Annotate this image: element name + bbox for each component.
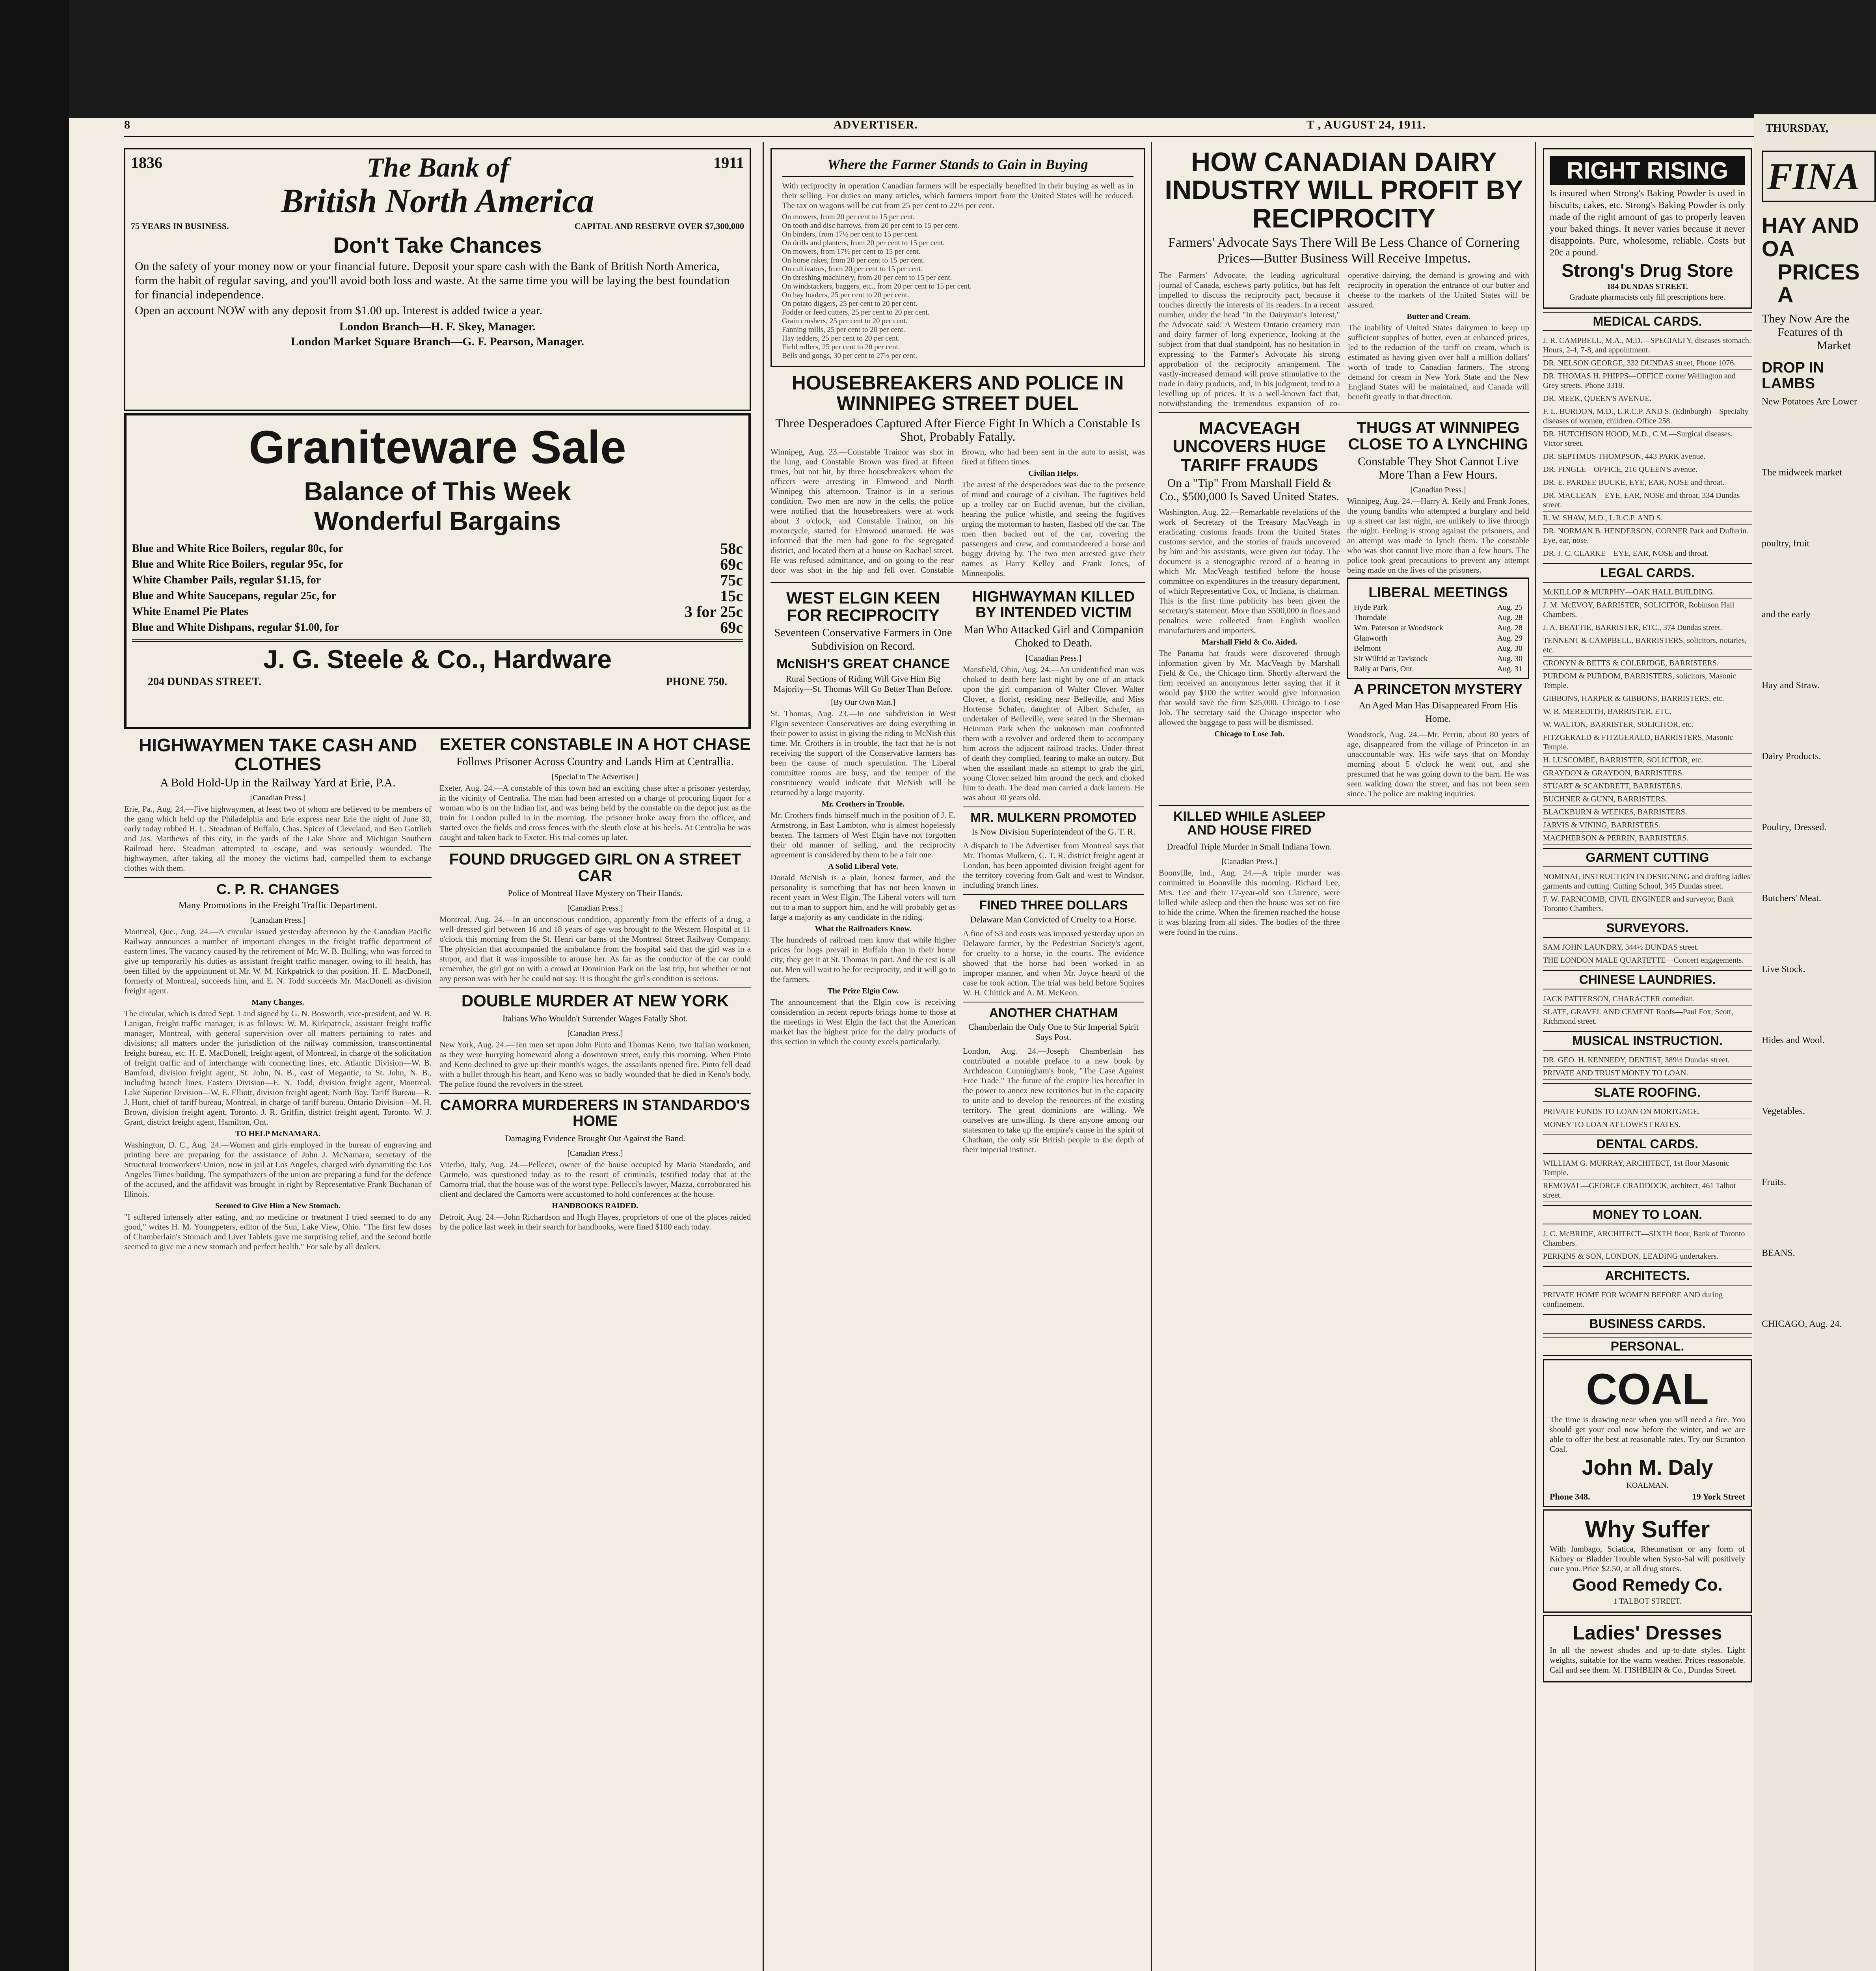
butter-cream-subhead: Butter and Cream. [1407, 312, 1470, 321]
stomach-body: "I suffered intensely after eating, and no medicine or treatment I tried seemed to do any good," writes H. M. Youngpeters, editor of the Sun, Lake View, Ohio. "The first few doses of Chamberlain's Stomach and Liver Tablets gave me surprising relief, and the second bottle seemed to give me a new stomach and perfect health." For sale by all dealers. [124, 1212, 432, 1252]
ladies-dresses-body: In all the newest shades and up-to-date styles. Light weights, suitable for the warm weather. Prices reasonable. Call and see them. M. FISHBEIN & Co., Dundas Street. [1550, 1645, 1745, 1675]
legal-card: GRAYDON & GRAYDON, BARRISTERS. [1543, 767, 1752, 780]
medical-cards-list [1543, 334, 1752, 560]
west-elgin-story [770, 587, 956, 1157]
exeter-body: Exeter, Aug. 24.—A constable of this town had an exciting chase after a prisoner yesterday, in the vicinity of Centralia. The man had been arrested on a charge of procuring liquor for a woman who is on the Indian list, and was being held by the constable on the depot just as the train for London pulled in in the morning. The prisoner broke away from the officer, and started over the fields and cross fences with the sleuth close at his heels. At Centralia he was caught and taken back to Exeter. His trial comes up later. [439, 783, 751, 842]
stomach-headline: Seemed to Give Him a New Stomach. [215, 1202, 341, 1211]
strongs-address: 184 DUNDAS STREET. [1607, 282, 1688, 291]
killed-asleep-body: Boonville, Ind., Aug. 24.—A triple murder was committed in Boonville this morning. Richard Lee, Mrs. Lee and their 17-year-old son Clarence, were killed while asleep and then the house was set on fire to hide the crime. When the firemen reached the house it was blazing from all sides. The bodies of the three were found in the ruins. [1159, 868, 1340, 937]
thugs-source: [Canadian Press.] [1410, 486, 1466, 495]
graniteware-sub1: Balance of This Week [304, 476, 571, 506]
farmer-tariff-item: On cultivators, from 20 per cent to 15 per cent. [782, 265, 923, 273]
liberal-meetings-list [1354, 602, 1522, 674]
fined-subhead: Delaware Man Convicted of Cruelty to a Horse. [970, 914, 1137, 924]
directory-section-heading: GARMENT CUTTING [1543, 848, 1752, 867]
liberal-meeting-date: Aug. 30 [1497, 644, 1522, 653]
housebreakers-headline: HOUSEBREAKERS AND POLICE IN WINNIPEG STREET DUEL [791, 371, 1124, 415]
graniteware-item-price: 69c [720, 618, 743, 637]
liberal-meeting-date: Aug. 25 [1497, 603, 1522, 612]
camorra-headline: CAMORRA MURDERERS IN STANDARDO'S HOME [440, 1097, 750, 1130]
macveagh-story [1159, 417, 1340, 801]
liberal-meeting-row [1354, 623, 1522, 633]
graniteware-item-name: White Enamel Pie Plates [132, 605, 248, 618]
column-rule [1535, 142, 1536, 1971]
farmer-tariff-item: Field rollers, 25 per cent to 20 per cent. [782, 343, 900, 351]
graniteware-item-name: Blue and White Rice Boilers, regular 95c, for [132, 558, 343, 571]
classified-card: SLATE, GRAVEL AND CEMENT Roofs—Paul Fox, Scott, Richmond street. [1543, 1006, 1752, 1028]
highwayman-killed-subhead: Man Who Attacked Girl and Companion Choked to Death. [964, 623, 1143, 649]
coal-ad [1543, 1359, 1752, 1507]
highwayman-killed-story [963, 587, 1144, 1157]
bank-capital: CAPITAL AND RESERVE OVER $7,300,000 [574, 221, 744, 231]
highwayman-killed-headline: HIGHWAYMAN KILLED BY INTENDED VICTIM [972, 588, 1135, 621]
chatham-subhead: Chamberlain the Only One to Stir Imperial Spirit Says Post. [968, 1022, 1139, 1042]
bank-headline: Don't Take Chances [333, 233, 542, 257]
liberal-meeting-place: Thorndale [1354, 613, 1387, 622]
ladies-dresses-headline: Ladies' Dresses [1573, 1621, 1722, 1644]
classified-card: MONEY TO LOAN AT LOWEST RATES. [1543, 1118, 1752, 1131]
farmer-tariff-item: Fodder or feed cutters, 25 per cent to 20 per cent. [782, 308, 930, 317]
cpr-source: [Canadian Press.] [250, 916, 306, 925]
medical-card: J. R. CAMPBELL, M.A., M.D.—SPECIALTY, diseases stomach. Hours, 2-4, 7-8, and appointment. [1543, 334, 1752, 357]
classified-card: PERKINS & SON, LONDON, LEADING undertakers. [1543, 1250, 1752, 1263]
fined-headline: FINED THREE DOLLARS [979, 898, 1128, 913]
farmer-tariff-item: On potato diggers, 25 per cent to 20 per cent. [782, 299, 918, 308]
right-directory-column [1543, 146, 1752, 1971]
liberal-meeting-row [1354, 613, 1522, 623]
edge-market-line: Butchers' Meat. [1762, 893, 1821, 904]
graniteware-address: 204 DUNDAS STREET. [148, 675, 262, 688]
classified-cards-list [1543, 848, 1752, 1356]
good-remedy-co: Good Remedy Co. [1572, 1575, 1723, 1595]
graniteware-item-price: 69c [720, 555, 743, 574]
bank-branch-1: London Branch—H. F. Skey, Manager. [339, 320, 536, 333]
liberal-meeting-row [1354, 654, 1522, 664]
mulkern-body: A dispatch to The Advertiser from Montreal says that Mr. Thomas Mulkern, C. T. R. district freight agent at London, has been appointed division freight agent for the territory covering from Galt and west to Windsor, including branch lines. [963, 841, 1144, 890]
classified-card: JACK PATTERSON, CHARACTER comedian. [1543, 993, 1752, 1006]
liberal-meeting-date: Aug. 28 [1497, 623, 1522, 632]
double-murder-subhead: Italians Who Wouldn't Surrender Wages Fatally Shot. [502, 1013, 688, 1024]
farmer-box [770, 148, 1145, 367]
medical-card: DR. MACLEAN—EYE, EAR, NOSE and throat, 334 Dundas street. [1543, 489, 1752, 512]
coal-role: KOALMAN. [1626, 1481, 1669, 1490]
coal-address: 19 York Street [1692, 1492, 1745, 1502]
graniteware-item-price: 75c [720, 571, 743, 589]
news-subcolumn-b [439, 733, 751, 1254]
west-elgin-body: St. Thomas, Aug. 23.—In one subdivision in West Elgin seventeen Conservatives are doing everything in their power to assist in giving the riding to McNish this time. Mr. Crothers is in trouble, the fact that he is not receiving the support of the Conservative farmers has been the cause of much speculation. The Liberal committee rooms are busy, and the temper of the constituency would indicate that McNish will be returned by a large majority. [770, 708, 956, 797]
edge-market-line: Dairy Products. [1762, 751, 1821, 762]
legal-card: H. LUSCOMBE, BARRISTER, SOLICITOR, etc. [1543, 754, 1752, 767]
exeter-subhead: Follows Prisoner Across Country and Lands Him at Centrallia. [456, 756, 734, 768]
medical-card: DR. SEPTIMUS THOMPSON, 443 PARK avenue. [1543, 450, 1752, 463]
chicago-subhead: Chicago to Lose Job. [1214, 729, 1284, 738]
macveagh-headline: MACVEAGH UNCOVERS HUGE TARIFF FRAUDS [1172, 419, 1326, 475]
graniteware-item-price: 3 for 25c [684, 603, 743, 621]
issue-date: T , AUGUST 24, 1911. [1306, 118, 1426, 131]
railroaders-subhead: What the Railroaders Know. [815, 924, 912, 933]
classified-card: J. C. McBRIDE, ARCHITECT—SIXTH floor, Bank of Toronto Chambers. [1543, 1228, 1752, 1250]
farmer-intro: With reciprocity in operation Canadian farmers will be especially benefited in their buying as well as in their selling. For duties on many articles, which farmers import from the United States will be reduced. The tax on wagons will be cut from 25 per cent to 22½ per cent. [782, 181, 1133, 210]
cpr-many-changes: Many Changes. [251, 998, 304, 1007]
directory-section-heading: SURVEYORS. [1543, 918, 1752, 938]
farmer-headline: Where the Farmer Stands to Gain in Buying [827, 156, 1088, 172]
top-rule [124, 136, 1795, 137]
graniteware-sub2: Wonderful Bargains [314, 506, 561, 536]
exeter-source: [Special to The Advertiser.] [551, 773, 639, 782]
why-suffer-headline: Why Suffer [1585, 1516, 1710, 1543]
west-elgin-body-2: Mr. Crothers finds himself much in the position of J. E. Armstrong, in East Lambton, who is almost hopelessly beaten. The farmers of West Elgin have not forgotten their old manner of selling, and the reciprocity agreement is considered by them to be a fair one. [770, 810, 956, 859]
legal-card: J. A. BEATTIE, BARRISTER, ETC., 374 Dundas street. [1543, 621, 1752, 634]
directory-section-heading: ARCHITECTS. [1543, 1266, 1752, 1285]
camorra-body: Viterbo, Italy, Aug. 24.—Pellecci, owner of the house occupied by Maria Standardo, and Carmelo, was questioned today as to the resort of criminals, testified today that at the Camorra trial, that the house was of the worst type. Pellecci's lawyer, Mazza, corroborated his client and declared the Camorra were accustomed to hold conferences at the house. [439, 1159, 751, 1199]
liberal-meeting-place: Wm. Paterson at Woodstock [1354, 623, 1443, 632]
dairy-body-2: The inability of United States dairymen to keep up sufficient supplies of butter, even at enhanced prices, led to the reduction of the tariff on cream, which is estimated as having given over half a million dollars' worth of trade to Canadian farmers. The strong demand for cream in New York State and the New England States will be maintained, and Canada will benefit greatly in that direction. [1348, 323, 1529, 402]
classified-card: PRIVATE FUNDS TO LOAN ON MORTGAGE. [1543, 1105, 1752, 1118]
edge-market-line: BEANS. [1762, 1248, 1795, 1258]
directory-section-heading: BUSINESS CARDS. [1543, 1314, 1752, 1334]
edge-market-line: The midweek market [1762, 467, 1842, 478]
legal-card: JARVIS & VINING, BARRISTERS. [1543, 819, 1752, 832]
chatham-body: London, Aug. 24.—Joseph Chamberlain has contributed a notable preface to a new book by Archdeacon Cunningham's book, "The Case Against Free Trade." The future of the empire lies hereafter in the power to annex new territories but in the capacity to unite and to develop the resources of the existing territory. The great dominions are willing. We ourselves are unwilling. Is there anyone among our statesmen to take up the empire's cause in the spirit of Chatham, the only stir British people to the depth of their imperial instinct. [963, 1046, 1144, 1155]
liberal-meeting-row [1354, 643, 1522, 654]
civilian-helps: Civilian Helps. [1028, 469, 1078, 478]
fined-body: A fine of $3 and costs was imposed yesterday upon an Delaware farmer, by the Pedestrian Society's agent, for cruelty to a horse, in the courts. The evidence showed that the horse had been worked in an improper manner, and when Mr. Joyce heard of the case he took action. The trial was held before Squires W. H. Chittick and A. M. McKeon. [963, 928, 1144, 997]
column-rule [763, 142, 764, 1971]
farmer-tariff-item: On threshing machinery, from 20 per cent to 15 per cent. [782, 273, 952, 282]
paper-name: ADVERTISER. [834, 118, 918, 131]
highwaymen-subhead: A Bold Hold-Up in the Railway Yard at Erie, P.A. [160, 776, 396, 789]
edge-market-line: Hay and Straw. [1762, 680, 1820, 691]
medical-card: DR. NORMAN B. HENDERSON, CORNER Park and Dufferin. Eye, ear, nose. [1543, 525, 1752, 547]
graniteware-advertisement [124, 413, 751, 729]
bank-body-2: Open an account NOW with any deposit from $1.00 up. Interest is added twice a year. [135, 304, 543, 317]
killed-asleep-story [1159, 810, 1340, 937]
classified-card: THE LONDON MALE QUARTETTE—Concert engagements. [1543, 954, 1752, 967]
highwaymen-headline: HIGHWAYMEN TAKE CASH AND CLOTHES [138, 735, 417, 775]
housebreakers-body: Winnipeg, Aug. 23.—Constable Trainor was shot in the lung, and Constable Brown was fired at fifteen times, but not hit, by three housebreakers whom the officers were arresting in Elmwood and North Winnipeg this afternoon. Trainor is in a serious condition. Two men are now in the cells, the police were notified that the housebreakers were at work about 3 o'clock, and Constable Trainor, on his motorcycle, started for Elmwood unarmed. He was informed that the men had gone to the segregated district, and located them at a house on Rachael street. He was refused admittance, and on going to the rear door was shot in the hip and fell over. Constable Brown, who had been sent in the auto to assist, was fired at fifteen times. [770, 447, 1145, 575]
bank-name-line2: British North America [281, 182, 594, 220]
farmer-tariff-item: Fanning mills, 25 per cent to 20 per cent. [782, 325, 905, 334]
liberal-meeting-date: Aug. 28 [1497, 613, 1522, 622]
edge-market-list [1762, 396, 1876, 1330]
dairy-body: The Farmers' Advocate, the leading agricultural journal of Canada, eschews party politics, but has felt impelled to discuss the reciprocity pact, because it touches directly the interests of its readers. In a recent number, under the head "In the Dairyman's Interest," the Advocate said: A Western Ontario creamery man and dairy farmer of long experience, looking at the subject from that dual standpoint, has no hesitation in expressing to the Farmer's Advocate his strong approbation of the reciprocity arrangement. The vastly-increased demand will prove stimulative to the trade in dairy products, and, in his judgment, tend to a levelling up of prices. It is a well-known fact that, notwithstanding the tremendous expansion of co-operative dairying, the demand is growing and with reciprocity in operation the entrance of our butter and cheese to the markets of the United States will be assured. [1159, 270, 1529, 408]
highwaymen-source: [Canadian Press.] [250, 793, 306, 802]
camorra-subhead: Damaging Evidence Brought Out Against the Band. [505, 1133, 685, 1143]
highwaymen-body: Erie, Pa., Aug. 24.—Five highwaymen, at least two of whom are believed to be members of the gang which held up the Philadelphia and Erie express near Erie the night of June 30, early today robbed H. L. Steadman of Buffalo, Chas. Spicer of Cleveland, and Ben Gottlieb and Jas. Matthews of this city, in the yards of the Lake Shore and Michigan Southern Railroad here. Steadman attempted to escape, and was seriously wounded. The highwaymen, after taking all the money the victims had, compelled them to exchange clothes with them. [124, 804, 432, 873]
liberal-meetings-box [1347, 578, 1529, 679]
graniteware-item [132, 541, 743, 557]
directory-section-heading: SLATE ROOFING. [1543, 1083, 1752, 1102]
liberal-meeting-place: Rally at Paris, Ont. [1354, 664, 1414, 673]
graniteware-phone: PHONE 750. [666, 675, 727, 688]
medical-card: DR. E. PARDEE BUCKE, EYE, EAR, NOSE and throat. [1543, 476, 1752, 489]
center-left-column [770, 146, 1145, 1971]
cpr-body-2: The circular, which is dated Sept. 1 and signed by G. N. Bosworth, vice-president, and W. B. Lanigan, freight traffic manager, is as follows: W. M. Kirkpatrick, assistant freight traffic manager, Montreal, with general supervision over all matters pertaining to rates and divisions; all matters under the jurisdiction of the railway commission, transcontinental freight bureau, etc. H. E. MacDonell, freight agent, of Montreal, in charge of the solicitation of freight traffic and of interchange with connecting lines, etc. Atlantic Division—W. B. Bamford, division freight agent, St. John, N. B., east of Megantic, to St. John, N. B., including branch lines. Eastern Division—E. N. Todd, division freight agent, Montreal. Lake Superior Division—W. E. Elliott, division freight agent, North Bay. Tariff Bureau—R. J. Hunt, chief of tariff bureau, Montreal, in charge of tariff bureau. Ontario Division—M. H. Brown, division freight agent, Toronto. J. R. Griffin, district freight agent, Toronto. W. J. Grant, district freight agent, Hamilton, Ont. [124, 1009, 432, 1127]
liberal-meeting-row [1354, 602, 1522, 613]
graniteware-price-list [132, 541, 743, 635]
legal-card: STUART & SCANDRETT, BARRISTERS. [1543, 780, 1752, 793]
why-suffer-ad [1543, 1509, 1752, 1612]
classified-card: DR. GEO. H. KENNEDY, DENTIST, 389½ Dundas street. [1543, 1054, 1752, 1067]
directory-section-heading: DENTAL CARDS. [1543, 1135, 1752, 1154]
drugged-body: Montreal, Aug. 24.—In an unconscious condition, apparently from the effects of a drug, a well-dressed girl between 16 and 18 years of age was brought to the Western Hospital at 11 o'clock this morning from the St. Henri car barns of the Montreal Street Railway Company. The physician that accompanied the ambulance from the hospital said that the girl was in a stupor, and that it was impossible to arouse her. As far as the conductor of the car could remember, the girl got on with a crowd at Dominion Park on the last trip, but whether or not any person was with her he could not say. It is thought the girl's condition is serious. [439, 915, 751, 984]
farmer-tariff-item: On windstackers, baggers, etc., from 20 per cent to 15 per cent. [782, 282, 972, 291]
thugs-headline: THUGS AT WINNIPEG CLOSE TO A LYNCHING [1348, 419, 1528, 453]
bank-tagline: 75 YEARS IN BUSINESS. [131, 221, 229, 231]
adjacent-page-edge [1754, 114, 1876, 1971]
west-elgin-subhead: Seventeen Conservative Farmers in One Subdivision on Record. [774, 626, 952, 652]
liberal-meeting-place: Glanworth [1354, 633, 1388, 643]
farmer-tariff-item: On mowers, from 17½ per cent to 15 per cent. [782, 247, 921, 256]
edge-market-line: Poultry, Dressed. [1762, 822, 1827, 833]
edge-sub-2: Features of th [1777, 326, 1842, 339]
graniteware-item-name: Blue and White Saucepans, regular 25c, for [132, 590, 337, 602]
farmer-tariff-item: On horse rakes, from 20 per cent to 15 per cent. [782, 256, 925, 265]
edge-market-line: poultry, fruit [1762, 538, 1810, 549]
bank-advertisement [124, 148, 751, 411]
bank-body: On the safety of your money now or your financial future. Deposit your spare cash with the Bank of British North America, form the habit of regular saving, and you'll avoid both loss and waste. At the same time you will be laying the best foundation for financial independence. [135, 259, 730, 301]
legal-card: GIBBONS, HARPER & GIBBONS, BARRISTERS, etc. [1543, 692, 1752, 705]
farmer-tariff-list [782, 213, 1133, 360]
legal-card: W. WALTON, BARRISTER, SOLICITOR, etc. [1543, 718, 1752, 731]
cpr-headline: C. P. R. CHANGES [216, 881, 339, 897]
graniteware-item [132, 620, 743, 635]
solid-vote-subhead: A Solid Liberal Vote. [828, 862, 898, 871]
legal-card: BUCHNER & GUNN, BARRISTERS. [1543, 793, 1752, 806]
edge-market-line: Live Stock. [1762, 964, 1805, 974]
edge-sub-1: They Now Are the [1762, 312, 1850, 326]
killed-asleep-source: [Canadian Press.] [1221, 857, 1277, 866]
legal-card: CRONYN & BETTS & COLERIDGE, BARRISTERS. [1543, 657, 1752, 670]
graniteware-item-price: 58c [720, 540, 743, 558]
bank-name-line1: The Bank of [367, 153, 509, 183]
graniteware-item [132, 604, 743, 620]
exeter-headline: EXETER CONSTABLE IN A HOT CHASE [439, 735, 751, 753]
legal-card: FITZGERALD & FITZGERALD, BARRISTERS, Masonic Temple. [1543, 731, 1752, 754]
legal-card: BLACKBURN & WEEKES, BARRISTERS. [1543, 806, 1752, 819]
thugs-body: Winnipeg, Aug. 24.—Harry A. Kelly and Frank Jones, the young bandits who attempted a burglary and held up a street car last night, are unlikely to live through the night. Feeling is strong against the prisoners, and an attempt was made to lynch them. The constable who was shot cannot live more than a few hours. The police took great precautions to prevent any attempt being made on the lives of the prisoners. [1347, 496, 1529, 575]
legal-card: MACPHERSON & PERRIN, BARRISTERS. [1543, 832, 1752, 845]
coal-phone: Phone 348. [1550, 1492, 1590, 1502]
west-elgin-body-3: Donald McNish is a plain, honest farmer, and the personality is something that has not been known in recent years in West Elgin. The Liberal voters will turn out to a man to support him, and he will probably get as large a majority as any candidate in the riding. [770, 872, 956, 922]
directory-section-heading: MONEY TO LOAN. [1543, 1205, 1752, 1224]
graniteware-item [132, 588, 743, 604]
medical-card: DR. MEEK, QUEEN'S AVENUE. [1543, 392, 1752, 405]
edge-sub-3: Market [1817, 339, 1851, 352]
right-rising-headline: RIGHT RISING [1550, 156, 1745, 185]
handbooks-headline: HANDBOOKS RAIDED. [552, 1201, 638, 1210]
legal-card: J. M. McEVOY, BARRISTER, SOLICITOR, Robinson Hall Chambers. [1543, 599, 1752, 621]
ladies-dresses-ad [1543, 1615, 1752, 1683]
farmer-tariff-item: On drills and planters, from 20 per cent to 15 per cent. [782, 238, 945, 247]
farmer-tariff-item: On hay loaders, 25 per cent to 20 per cent. [782, 291, 909, 299]
newspaper-page [69, 118, 1815, 1971]
cpr-body: Montreal, Que., Aug. 24.—A circular issued yesterday afternoon by the Canadian Pacific Railway announces a number of important changes in the freight traffic department of eastern lines. The vacancy caused by the retirement of Mr. W. B. Bulling, who was forced to give up temporarily his duties as assistant freight traffic manager, owing to ill health, has been filled by the appointment of Mr. W. M. Kirkpatrick to that position. H. E. MacDonell, formerly of Montreal, succeeds him, and E. N. Todd succeeds Mr. MacDonell as division freight agent. [124, 927, 432, 996]
killed-asleep-subhead: Dreadful Triple Murder in Small Indiana Town. [1167, 842, 1332, 852]
center-right-column [1159, 146, 1529, 1971]
west-elgin-body-4: The hundreds of railroad men know that while higher prices for hogs prevail in Buffalo than in their home city, they get it at St. Thomas in part. And the rest is all out. Men will wait to be for reciprocity, and it will go to the farmers. [770, 935, 956, 984]
legal-card: McKILLOP & MURPHY—OAK HALL BUILDING. [1543, 586, 1752, 599]
marshall-field-subhead: Marshall Field & Co. Aided. [1201, 637, 1297, 646]
mulkern-headline: MR. MULKERN PROMOTED [970, 810, 1137, 825]
scan-background [0, 0, 69, 1971]
classified-card: PRIVATE AND TRUST MONEY TO LOAN. [1543, 1067, 1752, 1080]
double-murder-body: New York, Aug. 24.—Ten men set upon John Pinto and Thomas Keno, two Italian workmen, as they were hurrying homeward along a downtown street, early this morning. When Pinto and Keno declined to give up their month's wages, the assailants opened fire. Pinto fell dead with a bullet through his heart, and Keno was so badly wounded that he died in Keno's body. The police found the revolvers in the street. [439, 1040, 751, 1089]
classified-card: SAM JOHN LAUNDRY, 344½ DUNDAS street. [1543, 941, 1752, 954]
dairy-subhead: Farmers' Advocate Says There Will Be Less Chance of Cornering Prices—Butter Business Will Receive Impetus. [1168, 235, 1520, 266]
dairy-headline: HOW CANADIAN DAIRY INDUSTRY WILL PROFIT BY RECIPROCITY [1165, 147, 1523, 233]
right-rising-ad [1543, 148, 1752, 309]
housebreakers-body-2: The arrest of the desperadoes was due to the presence of mind and courage of a civilian. The fugitives held up a trolley car on Euclid avenue, but the civilian, hearing the police whistle, and seeing the fugitives urging the motorman to hasten, flashed off the car. The men then backed out of the car, covering the passengers and crew, and commandeered a horse and buggy driving by. The two men arrested gave their names as Harry Kelley and Frank Jones, of Minneapolis. [962, 479, 1145, 578]
drugged-subhead: Police of Montreal Have Mystery on Their Hands. [508, 888, 683, 898]
legal-cards-list [1543, 586, 1752, 845]
good-remedy-address: 1 TALBOT STREET. [1613, 1597, 1682, 1606]
mcnamara-headline: TO HELP McNAMARA. [235, 1129, 320, 1138]
edge-date: THURSDAY, [1766, 122, 1828, 134]
edge-head-3: DROP IN LAMBS [1762, 360, 1824, 392]
coal-body: The time is drawing near when you will need a fire. You should get your coal now before the winter, and we are able to offer the best at reasonable rates. Try our Scranton Coal. [1550, 1414, 1745, 1454]
farmer-tariff-item: On binders, from 17½ per cent to 15 per cent. [782, 230, 919, 238]
macveagh-subhead: On a "Tip" From Marshall Field & Co., $500,000 Is Saved United States. [1159, 476, 1339, 503]
liberal-meeting-place: Hyde Park [1354, 603, 1387, 612]
thugs-subhead: Constable They Shot Cannot Live More Than a Few Hours. [1358, 455, 1519, 482]
medical-cards-heading: MEDICAL CARDS. [1543, 312, 1752, 331]
crothers-subhead: Mr. Crothers in Trouble. [821, 799, 905, 809]
double-murder-source: [Canadian Press.] [567, 1029, 623, 1038]
double-murder-headline: DOUBLE MURDER AT NEW YORK [461, 991, 729, 1010]
medical-card: DR. J. C. CLARKE—EYE, EAR, NOSE and throat. [1543, 547, 1752, 560]
west-elgin-body-5: The announcement that the Elgin cow is receiving consideration in recent reports brings home to those at the meetings in West Elgin the fact that the American market has the highest price for the dairy products of this section in which the county excels particularly. [770, 997, 956, 1046]
medical-card: DR. HUTCHISON HOOD, M.D., C.M.—Surgical diseases. Victor street. [1543, 428, 1752, 450]
west-elgin-headline: WEST ELGIN KEEN FOR RECIPROCITY [786, 588, 940, 624]
west-elgin-source: [By Our Own Man.] [831, 698, 895, 707]
princeton-headline: A PRINCETON MYSTERY [1353, 680, 1523, 697]
mulkern-subhead: Is Now Division Superintendent of the G. T. R. [972, 827, 1135, 837]
macveagh-body-2: The Panama hat frauds were discovered through information given by Mr. MacVeagh by Marshall Field & Co., the Chicago firm. Shortly afterward the firm received an anonymous letter saying that if it would pay $100 the writer would give information that would save the firm $25,000. Chicago to Lose Job. The secretary said the Chicago inspector who allowed the baggage to pass will be dismissed. [1159, 648, 1340, 727]
page-folio [124, 118, 1779, 134]
edge-market-line: Vegetables. [1762, 1106, 1805, 1116]
graniteware-item-name: White Chamber Pails, regular $1.15, for [132, 574, 321, 587]
mcnish-kicker-sub: Rural Sections of Riding Will Give Him Big Majority—St. Thomas Will Go Better Than Before. [773, 673, 953, 694]
liberal-meeting-place: Belmont [1354, 644, 1381, 653]
graniteware-item-name: Blue and White Rice Boilers, regular 80c, for [132, 542, 343, 555]
strongs-foot: Graduate pharmacists only fill prescriptions here. [1569, 293, 1725, 302]
highwayman-killed-source: [Canadian Press.] [1025, 654, 1081, 663]
princeton-body: Woodstock, Aug. 24.—Mr. Perrin, about 80 years of age, disappeared from the village of Princeton in an unaccountable way. His wife says that on Monday morning about 5 o'clock he went out, and she presumed that he was going down to the barn. He was seen walking down the street, and has not been seen since. The police are making inquiries. [1347, 729, 1529, 798]
thugs-story [1347, 417, 1529, 801]
mcnamara-body: Washington, D. C., Aug. 24.—Women and girls employed in the bureau of engraving and printing here are preparing for the assistance of John J. McNamara, secretary of the Structural Ironworkers' Union, now in jail at Los Angeles, charged with dynamiting the Los Angeles Times building. The sympathizers of the union are preparing a fund for the defence of the accused, and the affidavit was brought in right by Representative Frank Buchanan of Illinois. [124, 1140, 432, 1199]
edge-head-2: PRICES A [1777, 259, 1860, 307]
chatham-headline: ANOTHER CHATHAM [989, 1005, 1118, 1020]
cpr-subhead: Many Promotions in the Freight Traffic Department. [178, 900, 378, 911]
liberal-meeting-row [1354, 633, 1522, 643]
edge-market-line: and the early [1762, 609, 1811, 620]
coal-dealer: John M. Daly [1582, 1455, 1713, 1479]
bank-year-right: 1911 [713, 154, 744, 171]
medical-card: R. W. SHAW, M.D., L.R.C.P. AND S. [1543, 512, 1752, 525]
graniteware-store: J. G. Steele & Co., Hardware [263, 645, 612, 674]
princeton-subhead: An Aged Man Has Disappeared From His Home. [1359, 700, 1518, 724]
strongs-drug-store: Strong's Drug Store [1561, 260, 1733, 281]
coal-headline: COAL [1586, 1365, 1709, 1414]
liberal-meeting-place: Sir Wilfrid at Tavistock [1354, 654, 1428, 663]
edge-head-1: HAY AND OA [1762, 213, 1859, 261]
medical-card: DR. THOMAS H. PHIPPS—OFFICE corner Wellington and Grey streets. Phone 3318. [1543, 370, 1752, 392]
graniteware-item [132, 557, 743, 572]
handbooks-body: Detroit, Aug. 24.—John Richardson and Hugh Hayes, proprietors of one of the places raided by the police last week in their search for handbooks, were fined $100 each today. [439, 1212, 751, 1231]
edge-market-line: CHICAGO, Aug. 24. [1762, 1319, 1842, 1329]
farmer-tariff-item: Bells and gongs, 30 per cent to 27½ per cent. [782, 351, 917, 360]
left-column-group [124, 146, 751, 1971]
housebreakers-subhead: Three Desperadoes Captured After Fierce Fight In Which a Constable Is Shot, Probably Fatally. [775, 415, 1140, 443]
liberal-meeting-date: Aug. 29 [1497, 633, 1522, 643]
graniteware-item [132, 572, 743, 588]
liberal-meetings-headline: LIBERAL MEETINGS [1368, 584, 1508, 601]
farmer-tariff-item: Hay tedders, 25 per cent to 20 per cent. [782, 334, 900, 343]
prize-cow-subhead: The Prize Elgin Cow. [827, 986, 899, 995]
news-subcolumn-a [124, 733, 432, 1254]
medical-card: F. L. BURDON, M.D., L.R.C.P. AND S. (Edinburgh)—Specialty diseases of women, children. Office 258. [1543, 405, 1752, 428]
medical-card: DR. NELSON GEORGE, 332 DUNDAS street, Phone 1076. [1543, 357, 1752, 370]
drugged-headline: FOUND DRUGGED GIRL ON A STREET CAR [449, 851, 741, 885]
graniteware-item-name: Blue and White Dishpans, regular $1.00, for [132, 621, 339, 634]
directory-section-heading: PERSONAL. [1543, 1337, 1752, 1356]
why-suffer-body: With lumbago, Sciatica, Rheumatism or any form of Kidney or Bladder Trouble when Systo-Sal will positively cure you. Price $2.50, at all drug stores. [1550, 1544, 1745, 1574]
classified-card: REMOVAL—GEORGE CRADDOCK, architect, 461 Talbot street. [1543, 1179, 1752, 1202]
liberal-meeting-row [1354, 664, 1522, 674]
legal-card: TENNENT & CAMPBELL, BARRISTERS, solicitors, notaries, etc. [1543, 634, 1752, 657]
edge-market-line: Hides and Wool. [1762, 1035, 1825, 1045]
right-rising-body: Is insured when Strong's Baking Powder is used in biscuits, cakes, etc. Strong's Baking Powder is only made of the right amount of gas to properly leaven your baked things. It never varies because it never disappoints. Pure, wholesome, reliable. Costs but 20c a pound. [1550, 188, 1745, 258]
edge-banner: FINA [1762, 151, 1876, 202]
classified-card: WILLIAM G. MURRAY, ARCHITECT, 1st floor Masonic Temple. [1543, 1157, 1752, 1179]
classified-card: PRIVATE HOME FOR WOMEN BEFORE AND during confinement. [1543, 1289, 1752, 1311]
legal-cards-heading: LEGAL CARDS. [1543, 563, 1752, 583]
mcnish-kicker: McNISH'S GREAT CHANCE [776, 656, 950, 671]
edge-market-line: Fruits. [1762, 1177, 1787, 1187]
macveagh-body: Washington, Aug. 22.—Remarkable revelations of the work of Secretary of the Treasury MacVeagh in eradicating customs frauds from the United States customs service, and the stories of frauds uncovered by him and his assistants, were given out today. The document is a stenographic record of a hearing in which Mr. MacVeagh testified before the house committee on expenditures in the treasury department, of which Representative Cox, of Indiana, is chairman. This is the first time publicity has been given the secretary's statement. More than $500,000 in fines and penalties were collected from English woollen manufacturers and importers. [1159, 507, 1340, 635]
bank-branch-2: London Market Square Branch—G. F. Pearson, Manager. [291, 335, 584, 348]
farmer-tariff-item: Grain crushers, 25 per cent to 20 per cent. [782, 317, 908, 325]
highwayman-killed-body: Mansfield, Ohio, Aug. 24.—An unidentified man was choked to death here last night by one of an attack upon the girl companion of Walter Clover. Walter Clover, a florist, residing near Belleville, and Miss Hortense Schafer, daughter of Albert Schafer, an undertaker of Belleville, were seated in the Sherman-Heinman Park when the unknown man confronted them with a revolver and ordered them to accompany him across the adjacent railroad tracks. Under threat of death they complied, fearing to make an outcry. But when the assailant made an attempt to grab the girl, young Clover seized him around the neck and choked him to death. The dead man carried a dark lantern. He was about 30 years old. [963, 664, 1144, 802]
classified-card: NOMINAL INSTRUCTION IN DESIGNING and drafting ladies' garments and cutting. Cutting School, 345 Dundas street. [1543, 870, 1752, 893]
drugged-source: [Canadian Press.] [567, 904, 623, 913]
farmer-tariff-item: On mowers, from 20 per cent to 15 per cent. [782, 212, 915, 221]
directory-section-heading: MUSICAL INSTRUCTION. [1543, 1031, 1752, 1051]
classified-card: F. W. FARNCOMB, CIVIL ENGINEER and surveyor, Bank Toronto Chambers. [1543, 893, 1752, 915]
medical-card: DR. FINGLE—OFFICE, 216 QUEEN'S avenue. [1543, 463, 1752, 476]
legal-card: W. R. MEREDITH, BARRISTER, ETC. [1543, 705, 1752, 718]
camorra-source: [Canadian Press.] [567, 1149, 623, 1158]
liberal-meeting-date: Aug. 30 [1497, 654, 1522, 663]
bank-year-left: 1836 [131, 154, 162, 171]
farmer-tariff-item: On tooth and disc harrows, from 20 per cent to 15 per cent. [782, 221, 959, 230]
graniteware-title: Graniteware Sale [249, 421, 626, 473]
graniteware-item-price: 15c [720, 587, 743, 605]
killed-asleep-headline: KILLED WHILE ASLEEP AND HOUSE FIRED [1173, 809, 1325, 838]
page-number: 8 [124, 118, 130, 131]
edge-market-line: New Potatoes Are Lower [1762, 396, 1857, 407]
column-rule [1151, 142, 1152, 1971]
liberal-meeting-date: Aug. 31 [1497, 664, 1522, 673]
directory-section-heading: CHINESE LAUNDRIES. [1543, 970, 1752, 989]
legal-card: PURDOM & PURDOM, BARRISTERS, solicitors, Masonic Temple. [1543, 670, 1752, 692]
